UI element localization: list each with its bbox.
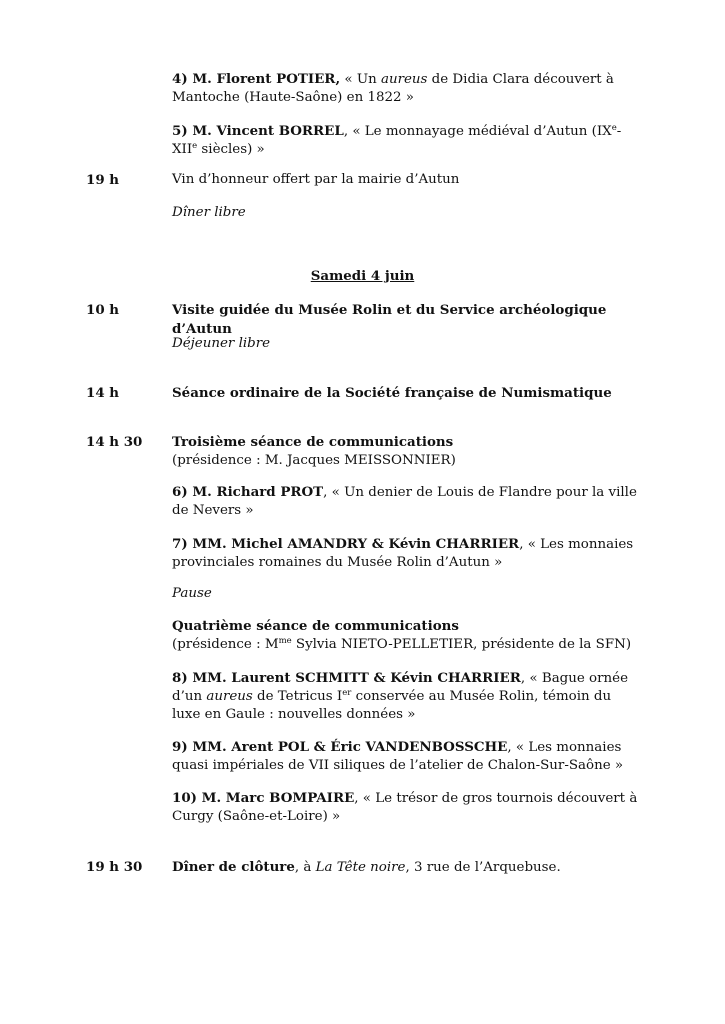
talk-5-speaker: 5) M. Vincent BORREL <box>172 123 344 139</box>
session-3 <box>172 433 642 470</box>
session-3-title: Troisième séance de communications <box>172 434 454 450</box>
session-4-chair: (présidence : $M^{me}$ Sylvia NIETO-PELLETIER, présidente de la SFN) <box>172 636 632 652</box>
talk-6: 6) M. Richard PROT, « Un denier de Louis de Flandre pour la ville de Nevers » <box>172 484 637 518</box>
session-3-chair: (présidence : M. Jacques MEISSONNIER) <box>172 453 456 468</box>
pause: Pause <box>172 586 212 601</box>
session-4-title: Quatrième séance de communications <box>172 618 459 634</box>
talk-8: 8) MM. Laurent SCHMITT & Kévin CHARRIER, « Bague ornée d’un aureus de Tetricus Ier conservée au Musée Rolin, témoin du luxe en Gaule : nouvelles données » <box>172 670 628 722</box>
slot-19h-line2: Dîner libre <box>172 205 246 220</box>
slot-14h-line1: Séance ordinaire de la Société française de Numismatique <box>172 385 612 401</box>
time-14h30: 14 h 30 <box>86 434 143 450</box>
closing-dinner: Dîner de clôture, à La Tête noire, 3 rue de l’Arquebuse. <box>172 859 561 875</box>
time-19h: 19 h <box>86 172 120 188</box>
talk-4: 4) M. Florent POTIER, « Un aureus de Didia Clara découvert à Mantoche (Haute-Saône) en 1822 » <box>172 71 614 105</box>
session-4 <box>172 617 642 654</box>
talk-9: 9) MM. Arent POL & Éric VANDENBOSSCHE, « Les monnaies quasi impériales de VII siliques de l’atelier de Chalon-Sur-Saône » <box>172 739 624 773</box>
time-10h: 10 h <box>86 302 120 318</box>
time-14h: 14 h <box>86 385 120 401</box>
talk-4-speaker: 4) M. Florent POTIER, <box>172 71 341 87</box>
talk-5: 5) M. Vincent BORREL, « Le monnayage médiéval d’Autun (IXe-XIIe siècles) » <box>172 123 622 157</box>
talk-10: 10) M. Marc BOMPAIRE, « Le trésor de gros tournois découvert à Curgy (Saône-et-Loire) » <box>172 790 638 824</box>
time-19h30: 19 h 30 <box>86 859 143 875</box>
talk-7: 7) MM. Michel AMANDRY & Kévin CHARRIER, « Les monnaies provinciales romaines du Musée Rolin d’Autun » <box>172 536 634 570</box>
slot-10h-line1: Visite guidée du Musée Rolin et du Service archéologique d’Autun <box>172 302 607 337</box>
slot-10h-line2: Déjeuner libre <box>172 336 271 351</box>
day-heading: Samedi 4 juin <box>310 268 415 284</box>
slot-19h-line1: Vin d’honneur offert par la mairie d’Autun <box>172 172 460 187</box>
